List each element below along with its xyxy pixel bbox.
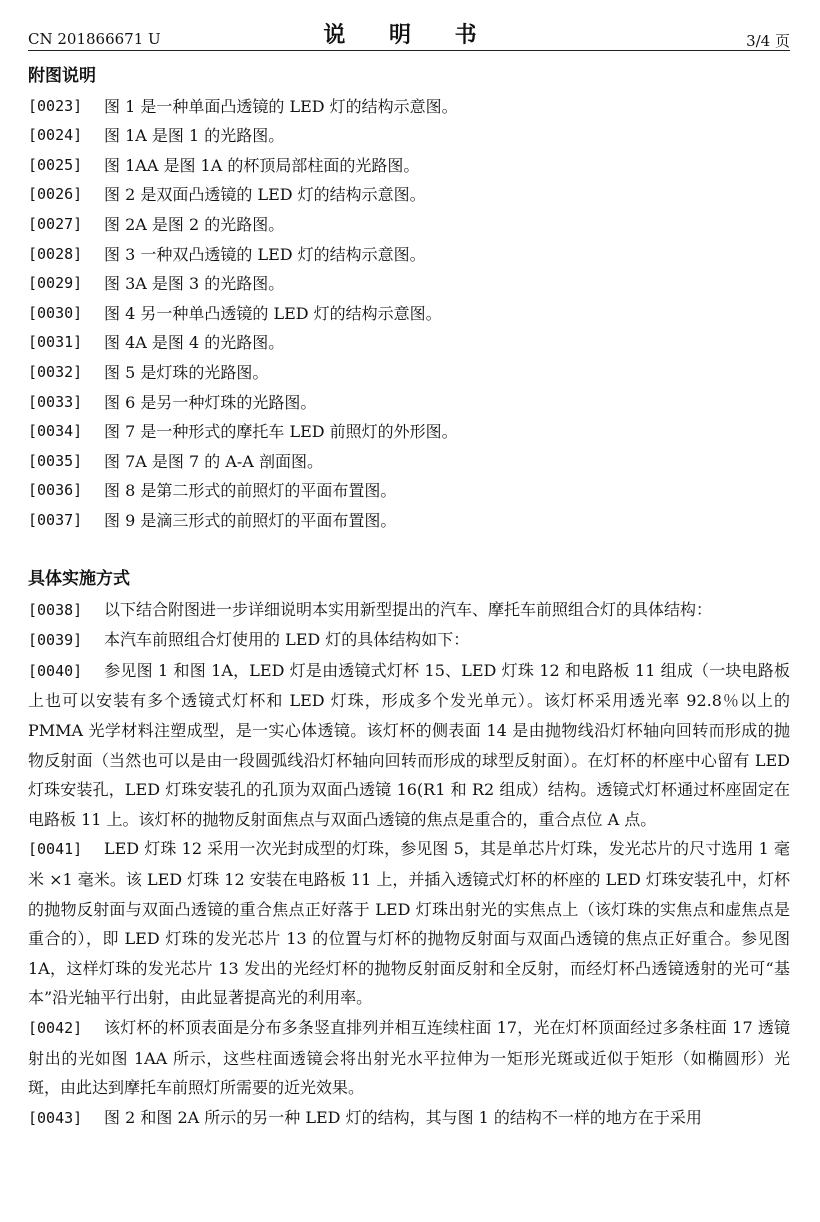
figure-list-item <box>28 269 790 299</box>
figure-list-item <box>28 92 790 122</box>
paragraph-number: [0032] <box>28 362 83 381</box>
paragraph-text: 该灯杯的杯顶表面是分布多条竖直排列并相互连续柱面 17，光在灯杯顶面经过多条柱面 17 透镜射出的光如图 1AA 所示，这些柱面透镜会将出射光水平拉伸为一矩形光斑或近似于矩形（如椭圆形）光斑，由此达到摩托车前照灯所需要的近光效果。 <box>28 1018 790 1098</box>
body-paragraph <box>28 625 790 656</box>
paragraph-number: [0026] <box>28 185 83 204</box>
paragraph-number: [0039] <box>28 631 83 650</box>
paragraph-number: [0029] <box>28 274 83 293</box>
paragraph-text: 图 1AA 是图 1A 的杯顶局部柱面的光路图。 <box>104 155 420 175</box>
figure-list-item <box>28 121 790 151</box>
paragraph-text: 图 6 是另一种灯珠的光路图。 <box>104 392 317 412</box>
paragraph-text: LED 灯珠 12 采用一次光封成型的灯珠，参见图 5，其是单芯片灯珠，发光芯片的尺寸选用 1 毫米 ×1 毫米。该 LED 灯珠 12 安装在电路板 11 上，并插入透镜式灯杯的杯座的 LED 灯珠安装孔中，灯杯的抛物反射面与双面凸透镜的重合焦点正好落于 LED 灯珠出射光的实焦点上（该灯珠的实焦点和虚焦点是重合的），即 LED 灯珠的发光芯片 13 的位置与灯杯的抛物反射面与双面凸透镜的焦点正好重合。参见图 1A，这样灯珠的发光芯片 13 发出的光经灯杯的抛物反射面反射和全反射，而经灯杯凸透镜透射的光可“基本”沿光轴平行出射，由此显著提高光的利用率。 <box>28 839 790 1008</box>
figure-list-item <box>28 328 790 358</box>
page-indicator: 3/4 页 <box>746 32 790 50</box>
figures-heading: 附图说明 <box>28 66 96 86</box>
figure-list-item <box>28 210 790 240</box>
figure-list-item <box>28 388 790 418</box>
document-body <box>28 62 790 1133</box>
body-paragraph <box>28 1103 790 1134</box>
paragraph-text: 本汽车前照组合灯使用的 LED 灯的具体结构如下： <box>104 630 470 650</box>
paragraph-number: [0023] <box>28 96 83 115</box>
paragraph-text: 图 2A 是图 2 的光路图。 <box>104 214 285 234</box>
paragraph-text: 图 4 另一种单凸透镜的 LED 灯的结构示意图。 <box>104 303 442 323</box>
paragraph-number: [0028] <box>28 244 83 263</box>
paragraph-text: 图 7 是一种形式的摩托车 LED 前照灯的外形图。 <box>104 422 458 442</box>
paragraph-text: 图 1A 是图 1 的光路图。 <box>104 126 285 146</box>
paragraph-number: [0036] <box>28 481 83 500</box>
figure-list-item <box>28 180 790 210</box>
embodiment-heading: 具体实施方式 <box>28 569 130 590</box>
paragraph-text: 图 2 是双面凸透镜的 LED 灯的结构示意图。 <box>104 185 426 205</box>
body-paragraph <box>28 595 790 626</box>
page-header <box>28 16 790 51</box>
paragraph-number: [0043] <box>28 1108 83 1127</box>
paragraph-number: [0034] <box>28 422 83 441</box>
body-paragraph <box>28 834 790 1013</box>
paragraph-number: [0030] <box>28 303 83 322</box>
figure-list-item <box>28 506 790 536</box>
paragraph-text: 图 3A 是图 3 的光路图。 <box>104 274 285 294</box>
section-gap <box>28 536 790 566</box>
paragraph-text: 图 1 是一种单面凸透镜的 LED 灯的结构示意图。 <box>104 96 458 116</box>
paragraph-text: 图 8 是第二形式的前照灯的平面布置图。 <box>104 481 397 501</box>
paragraph-number: [0042] <box>28 1019 83 1037</box>
body-paragraph <box>28 656 790 835</box>
paragraph-number: [0024] <box>28 126 83 145</box>
paragraph-text: 以下结合附图进一步详细说明本实用新型提出的汽车、摩托车前照组合灯的具体结构： <box>104 599 713 619</box>
paragraph-text: 图 7A 是图 7 的 A-A 剖面图。 <box>104 451 323 471</box>
paragraph-number: [0031] <box>28 333 83 352</box>
patent-number: CN 201866671 U <box>28 30 161 48</box>
paragraph-number: [0041] <box>28 840 83 859</box>
paragraph-text: 图 2 和图 2A 所示的另一种 LED 灯的结构，其与图 1 的结构不一样的地方在于采用 <box>104 1107 702 1127</box>
paragraph-number: [0025] <box>28 155 83 174</box>
paragraph-number: [0027] <box>28 214 83 233</box>
paragraph-text: 图 5 是灯珠的光路图。 <box>104 362 269 382</box>
paragraph-text: 图 9 是滴三形式的前照灯的平面布置图。 <box>104 510 397 530</box>
paragraph-number: [0033] <box>28 392 83 411</box>
figure-list-item <box>28 151 790 181</box>
figure-list-item <box>28 240 790 270</box>
figure-list-item <box>28 417 790 447</box>
figure-list-item <box>28 476 790 506</box>
body-paragraph <box>28 1013 790 1103</box>
paragraph-number: [0035] <box>28 451 83 470</box>
paragraph-number: [0040] <box>28 661 83 680</box>
figure-list-item <box>28 447 790 477</box>
document-title: 说 明 书 <box>323 22 495 48</box>
figure-list-item <box>28 358 790 388</box>
paragraph-number: [0037] <box>28 510 83 529</box>
paragraph-number: [0038] <box>28 600 83 619</box>
paragraph-text: 参见图 1 和图 1A，LED 灯是由透镜式灯杯 15、LED 灯珠 12 和电路板 11 组成（一块电路板上也可以安装有多个透镜式灯杯和 LED 灯珠，形成多个发光单元）。该灯杯采用透光率 92.8％以上的 PMMA 光学材料注塑成型，是一实心体透镜。该灯杯的侧表面 14 是由抛物线沿灯杯轴向回转而形成的抛物反射面（当然也可以是由一段圆弧线沿灯杯轴向回转而形成的球型反射面）。在灯杯的杯座中心留有 LED 灯珠安装孔，LED 灯珠安装孔的孔顶为双面凸透镜 16(R1 和 R2 组成）结构。透镜式灯杯通过杯座固定在电路板 11 上。该灯杯的抛物反射面焦点与双面凸透镜的焦点是重合的，重合点位 A 点。 <box>28 660 790 829</box>
figure-list-item <box>28 299 790 329</box>
paragraph-text: 图 3 一种双凸透镜的 LED 灯的结构示意图。 <box>104 244 426 264</box>
paragraph-text: 图 4A 是图 4 的光路图。 <box>104 333 285 353</box>
